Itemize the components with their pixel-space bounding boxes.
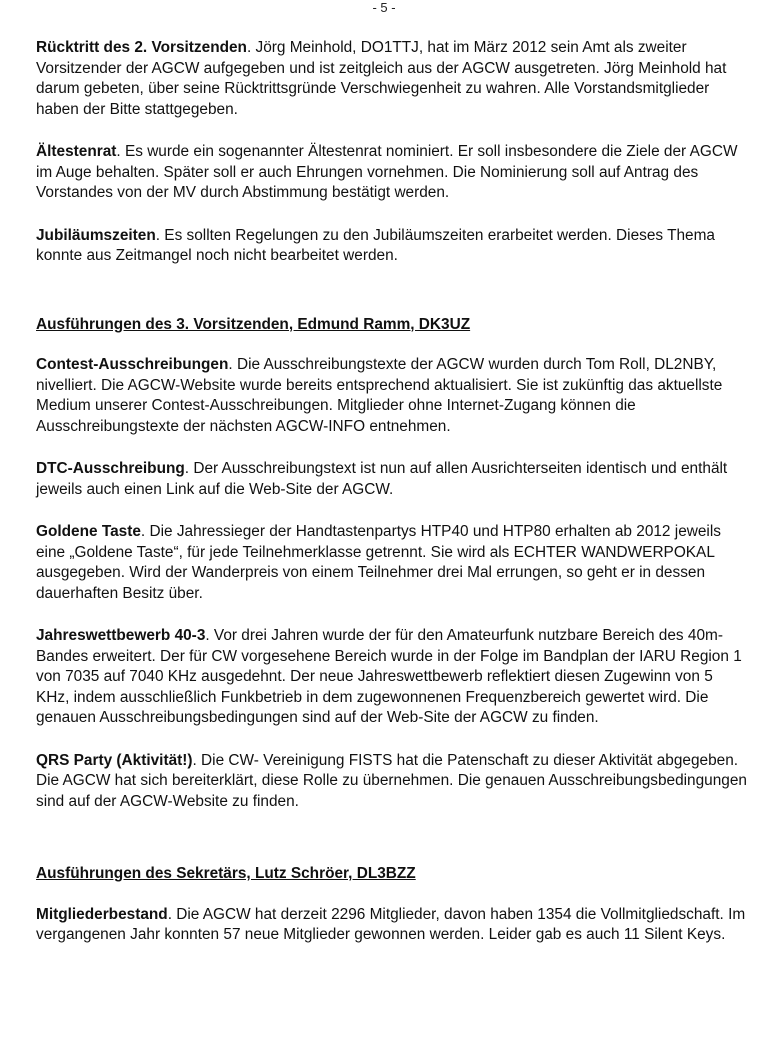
paragraph-lead: Jahreswettbewerb 40-3 (36, 627, 206, 644)
paragraph-lead: Goldene Taste (36, 523, 141, 540)
paragraph-text: . Es sollten Regelungen zu den Jubiläumszeiten erarbeitet werden. Dieses Thema konnte aus Zeitmangel noch nicht bearbeitet werden. (36, 226, 715, 264)
paragraph-lead: Contest-Ausschreibungen (36, 356, 229, 373)
paragraph-text: . Die CW- Vereinigung FISTS hat die Patenschaft zu dieser Aktivität abgegeben. Die AGCW hat sich bereiterklärt, diese Rolle zu übernehmen. Die genauen Ausschreibungsbedingungen sind auf der AGCW-Website zu finden. (36, 751, 747, 810)
paragraph-dtc-ausschreibung (36, 459, 748, 500)
paragraph-text: . Es wurde ein sogenannter Ältestenrat nominiert. Er soll insbesondere die Ziele der AGCW im Auge behalten. Später soll er auch Ehrungen vornehmen. Die Nominierung soll auf Antrag des Vorstandes von der MV durch Abstimmung bestätigt werden. (36, 143, 738, 201)
paragraph-text: . Der Ausschreibungstext ist nun auf allen Ausrichterseiten identisch und enthält jeweils auch einen Link auf die Web-Site der AGCW. (36, 460, 728, 498)
paragraph-lead: Rücktritt des 2. Vorsitzenden (36, 39, 247, 56)
paragraph-text: . Vor drei Jahren wurde der für den Amateurfunk nutzbare Bereich des 40m-Bandes erweitert. Der für CW vorgesehene Bereich wurde in der Folge im Bandplan der IARU Region 1 von 7035 auf 7040 KHz ausgedehnt. Der neue Jahreswettbewerb reflektiert diesen Zugewinn von 5 KHz, indem ausschließlich Funkbetrieb in dem zugewonnenen Frequenzbereich gewertet wird. Die genauen Ausschreibungsbedingungen sind auf der Web-Site der AGCW zu finden. (36, 627, 742, 726)
paragraph-aeltestenrat (36, 142, 748, 204)
paragraph-lead: Ältestenrat (36, 143, 117, 160)
paragraph-qrs-party (36, 751, 748, 813)
paragraph-contest-ausschreibungen (36, 355, 748, 437)
paragraph-text: . Die AGCW hat derzeit 2296 Mitglieder, davon haben 1354 die Vollmitgliedschaft. Im vergangenen Jahr konnten 57 neue Mitglieder gewonnen werden. Leider gab es auch 11 Silent Keys. (36, 905, 746, 943)
page-number: - 5 - (372, 0, 396, 15)
document-body (36, 38, 748, 968)
paragraph-mitgliederbestand (36, 905, 748, 946)
paragraph-jahreswettbewerb (36, 626, 748, 729)
paragraph-text: . Jörg Meinhold, DO1TTJ, hat im März 2012 sein Amt als zweiter Vorsitzender der AGCW aufgegeben und ist zeitgleich aus der AGCW ausgetreten. Jörg Meinhold hat darum gebeten, über seine Rücktrittsgründe Verschwiegenheit zu wahren. Alle Vorstandsmitglieder haben der Bitte stattgegeben. (36, 39, 727, 118)
paragraph-jubilaeumszeiten (36, 226, 748, 267)
paragraph-ruecktritt (36, 38, 748, 120)
section-heading-secretary: Ausführungen des Sekretärs, Lutz Schröer, DL3BZZ (36, 865, 416, 882)
paragraph-text: . Die Ausschreibungstexte der AGCW wurden durch Tom Roll, DL2NBY, nivelliert. Die AGCW-Website wurde bereits entsprechend aktualisiert. Sie ist zukünftig das aktuellste Medium unserer Contest-Ausschreibungen. Mitglieder ohne Internet-Zugang können die Ausschreibungstexte der nächsten AGCW-INFO entnehmen. (36, 356, 723, 435)
paragraph-lead: DTC-Ausschreibung (36, 460, 185, 477)
section-heading-3rd-chair: Ausführungen des 3. Vorsitzenden, Edmund Ramm, DK3UZ (36, 315, 471, 333)
paragraph-goldene-taste (36, 522, 748, 604)
paragraph-lead: QRS Party (Aktivität!) (36, 751, 193, 769)
paragraph-text: . Die Jahressieger der Handtastenpartys HTP40 und HTP80 erhalten ab 2012 jeweils eine „Goldene Taste“, für jede Teilnehmerklasse getrennt. Sie wird als ECHTER WANDWERPOKAL ausgegeben. Wird der Wanderpreis von einem Teilnehmer drei Mal errungen, so geht er in dessen dauerhaften Besitz über. (36, 523, 721, 602)
paragraph-lead: Mitgliederbestand (36, 905, 168, 923)
paragraph-lead: Jubiläumszeiten (36, 226, 156, 244)
